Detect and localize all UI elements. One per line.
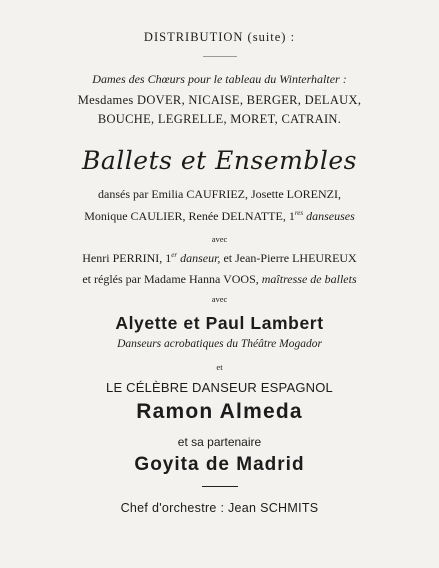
- ballets-line-2-names: Monique CAULIER, Renée DELNATTE, 1: [84, 209, 295, 223]
- et-label: et: [216, 362, 223, 372]
- section-title: DISTRIBUTION (suite) :: [143, 30, 296, 44]
- divider: [203, 56, 237, 57]
- lambert-name: Alyette et Paul Lambert: [115, 313, 324, 333]
- ballets-line-2-role: danseuses: [303, 209, 355, 223]
- ballets-heading: Ballets et Ensembles: [82, 146, 357, 175]
- divider: [202, 486, 238, 487]
- chorus-intro: Dames des Chœurs pour le tableau du Winterhalter :: [92, 72, 347, 86]
- ballets-line-3-role: danseur,: [177, 251, 221, 265]
- ballets-line-4-pre: et réglés par Madame Hanna VOOS,: [82, 272, 262, 286]
- ballets-line-4-role: maîtresse de ballets: [261, 272, 357, 286]
- lambert-description: Danseurs acrobatiques du Théâtre Mogador: [117, 338, 322, 350]
- conductor-credit: Chef d'orchestre : Jean SCHMITS: [120, 501, 319, 515]
- partner-intro: et sa partenaire: [177, 435, 262, 449]
- avec-label-1: avec: [211, 234, 228, 244]
- ballets-line-1: dansés par Emilia CAUFRIEZ, Josette LORENZI,: [98, 187, 341, 201]
- ballets-line-3-post: et Jean-Pierre LHEUREUX: [220, 251, 357, 265]
- ballets-line-3-pre: Henri PERRINI, 1: [82, 251, 172, 265]
- partner-name: Goyita de Madrid: [134, 454, 305, 475]
- ballets-line-4: [0, 272, 439, 287]
- almeda-name: Ramon Almeda: [136, 400, 303, 423]
- chorus-names-line-2: BOUCHE, LEGRELLE, MORET, CATRAIN.: [97, 112, 342, 126]
- chorus-names-line-1: Mesdames DOVER, NICAISE, BERGER, DELAUX,: [77, 93, 362, 107]
- ballets-line-3: [0, 251, 439, 266]
- ballets-line-2: [0, 209, 439, 224]
- ballets-line-2-sup: res: [294, 209, 304, 217]
- almeda-intro: LE CÉLÈBRE DANSEUR ESPAGNOL: [106, 380, 333, 395]
- avec-label-2: avec: [211, 294, 228, 304]
- ballets-line-3-sup: er: [171, 251, 178, 259]
